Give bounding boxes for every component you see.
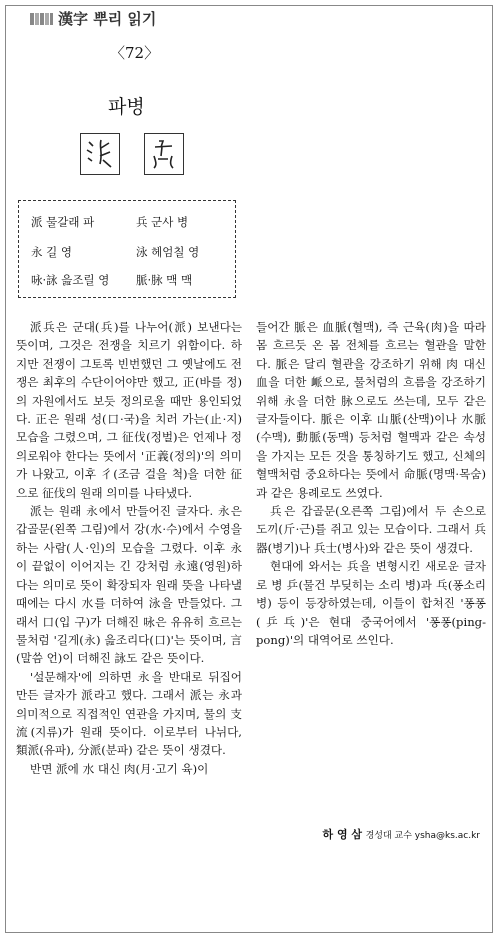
article-title: 파병 xyxy=(108,96,145,118)
paragraph: 들어간 脈은 血脈(혈맥), 즉 근육(肉)을 따라 몸 흐르듯 온 몸 전체를 흐르는 혈관을 말한다. 脈은 달리 혈관을 강조하기 위해 肉 대신 血을 더한 衇으로, 물처럼의 흐름을 강조하기 위해 永을 더한 脉으로도 쓰는데, 모두 같은 글자들이다. 脈은 이후 山脈(산맥)이나 水脈(수맥), 動脈(동맥) 등처럼 혈맥과 같은 속성을 가지는 모든 것을 통칭하기도 했고, 신체의 혈맥처럼 중요하다는 뜻에서 命脈(명맥·목숨)과 같은 용례로도 쓰였다. xyxy=(256,320,486,500)
author-affiliation: 경성대 교수 ysha@ks.ac.kr xyxy=(365,831,480,841)
gloss-yong: 永 길 영 xyxy=(31,245,73,259)
paragraph: 반면 派에 水 대신 肉(月·고기 육)이 xyxy=(30,761,209,776)
ancient-bing-glyph-icon xyxy=(144,133,184,175)
gloss-pai: 派 물갈래 파 xyxy=(31,215,95,229)
paragraph: 派는 원래 永에서 만들어진 글자다. 永은 갑골문(왼쪽 그림)에서 강(水·수)에서 수영을 하는 사람(人·인)의 모습을 그렸다. 이후 永이 끝없이 이어지는 긴 강처럼 永遠(영원)하다는 의미로 뜻이 확장되자 원래 뜻을 나타낼 때에는 다시 水를 더하여 泳을 만들었다. 그래서 口(입 구)가 더해진 咏은 유유히 흐르는 물처럼 '길게(永) 읊조리다(口)'는 뜻이며, 言(말씀 언)이 더해진 詠도 같은 뜻이다. xyxy=(16,504,242,666)
book-stack-icon xyxy=(30,12,54,26)
gloss-yong-swim: 泳 헤엄칠 영 xyxy=(136,245,200,259)
series-header xyxy=(30,8,156,29)
gloss-bing: 兵 군사 병 xyxy=(136,215,189,229)
series-title: 漢字 뿌리 읽기 xyxy=(58,10,157,28)
character-gloss-box xyxy=(18,200,236,298)
author-byline xyxy=(323,826,480,842)
gloss-maek: 脈·脉 맥 맥 xyxy=(136,273,193,287)
author-name: 하 영 삼 xyxy=(322,828,363,841)
gloss-yong-chant: 咏·詠 읊조릴 영 xyxy=(31,273,110,287)
paragraph: 派兵은 군대(兵)를 나누어(派) 보낸다는 뜻이며, 그것은 전쟁을 치르기 위함이다. 하지만 전쟁이 그토록 빈번했던 그 옛날에도 전쟁은 최후의 수단이어야만 했고, 正(바를 정)의 자원에서도 보듯 정의로울 때만 용인되었다. 正은 원래 성(口·국)을 치러 가는(止·지) 모습을 그렸으며, 그 征伐(정벌)은 언제나 정의로워야 한다는 뜻에서 '正義(정의)'의 의미가 나왔고, 이후 彳(조금 걸을 척)을 더한 征으로 征伐의 원래 의미를 나타냈다. xyxy=(16,320,242,500)
left-column xyxy=(16,318,242,778)
right-column xyxy=(256,318,486,649)
paragraph: '설문해자'에 의하면 永을 반대로 뒤집어 만든 글자가 派라고 했다. 그래서 派는 永과 의미적으로 직접적인 연관을 가지며, 물의 支流(지류)가 원래 뜻이다. 이로부터 나뉘다, 類派(유파), 分派(분파) 같은 뜻이 생겼다. xyxy=(16,669,242,758)
paragraph: 현대에 와서는 兵을 변형시킨 새로운 글자로 병 乒(물건 부딪히는 소리 병)과 乓(퐁소리 병) 등이 등장하였는데, 이들이 합쳐진 '퐁퐁(乒乓)'은 현대 중국어에서 '퐁퐁(ping-pong)'의 대역어로 쓰인다. xyxy=(256,559,486,647)
episode-number: 〈72〉 xyxy=(110,44,160,62)
ancient-pai-glyph-icon xyxy=(80,133,120,175)
paragraph: 兵은 갑골문(오른쪽 그림)에서 두 손으로 도끼(斤·근)를 쥐고 있는 모습이다. 그래서 兵器(병기)나 兵士(병사)와 같은 뜻이 생겼다. xyxy=(256,504,486,555)
